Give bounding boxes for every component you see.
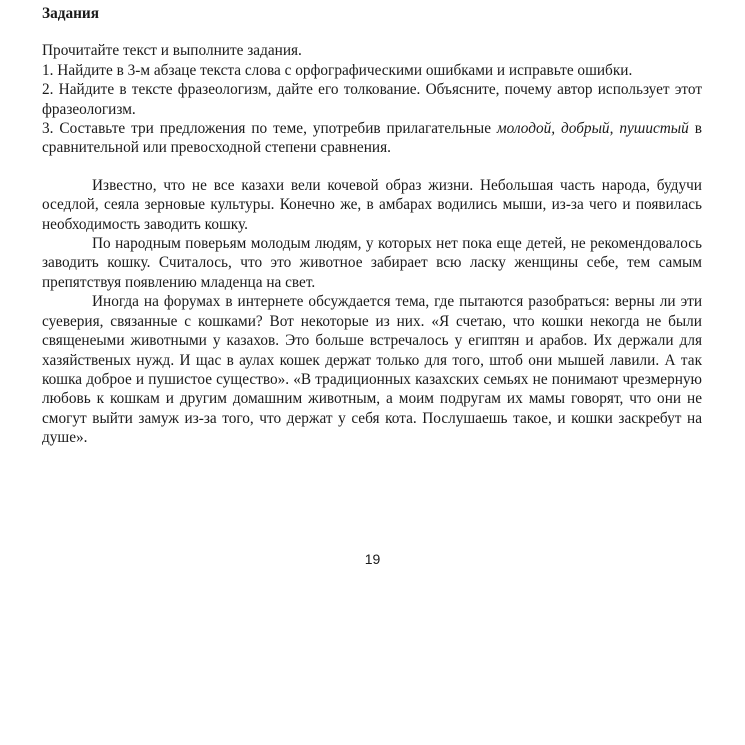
task-3 [42, 119, 702, 158]
task-3-text-after: в сравнительной или превосходной степени сравнения. [42, 120, 702, 157]
paragraph-2: По народным поверьям молодым людям, у которых нет пока еще детей, не рекомендовалось заводить кошку. Считалось, что это животное забирает всю ласку женщины себе, тем самым препятствуя появлению младенца на свет. [42, 235, 702, 291]
section-heading: Задания [42, 5, 100, 22]
task-3-text-before: 3. Составьте три предложения по теме, употребив прилагательные [42, 120, 497, 138]
paragraph-1: Известно, что не все казахи вели кочевой образ жизни. Небольшая часть народа, будучи оседлой, сеяла зерновые культуры. Конечно же, в амбарах водились мыши, из-за чего и появилась необходимость заводить кошку. [42, 176, 702, 233]
task-list [42, 41, 702, 157]
paragraph-3: Иногда на форумах в интернете обсуждается тема, где пытаются разобраться: верны ли эти суеверия, связанные с кошками? Вот некоторые из них. «Я счетаю, что кошки некогда не были священеыми животными у казахов. Это больше встречалось у египтян и арабов. Их держали для хазяйственых нужд. И щас в аулах кошек держат только для того, штоб они мышей лавили. А так кошка доброе и пушистое существо». «В традиционных казахских семьях не понимают чрезмерную любовь к кошкам и другим домашним животным, а моим подругам их мамы говорят, что они не смогут выйти замуж из-за того, что держат у себя кота. Послушаешь такое, и кошки заскребут на душе». [42, 293, 702, 447]
document-page [42, 4, 702, 448]
task-3-adjectives: молодой, добрый, пушистый [496, 120, 689, 138]
task-2: 2. Найдите в тексте фразеологизм, дайте его толкование. Объясните, почему автор использует этот фразеологизм. [42, 81, 702, 118]
reading-passage [42, 176, 702, 448]
page-number: 19 [364, 551, 381, 567]
instructions-intro: Прочитайте текст и выполните задания. [42, 42, 302, 60]
task-1: 1. Найдите в 3-м абзаце текста слова с орфографическими ошибками и исправьте ошибки. [42, 61, 633, 79]
